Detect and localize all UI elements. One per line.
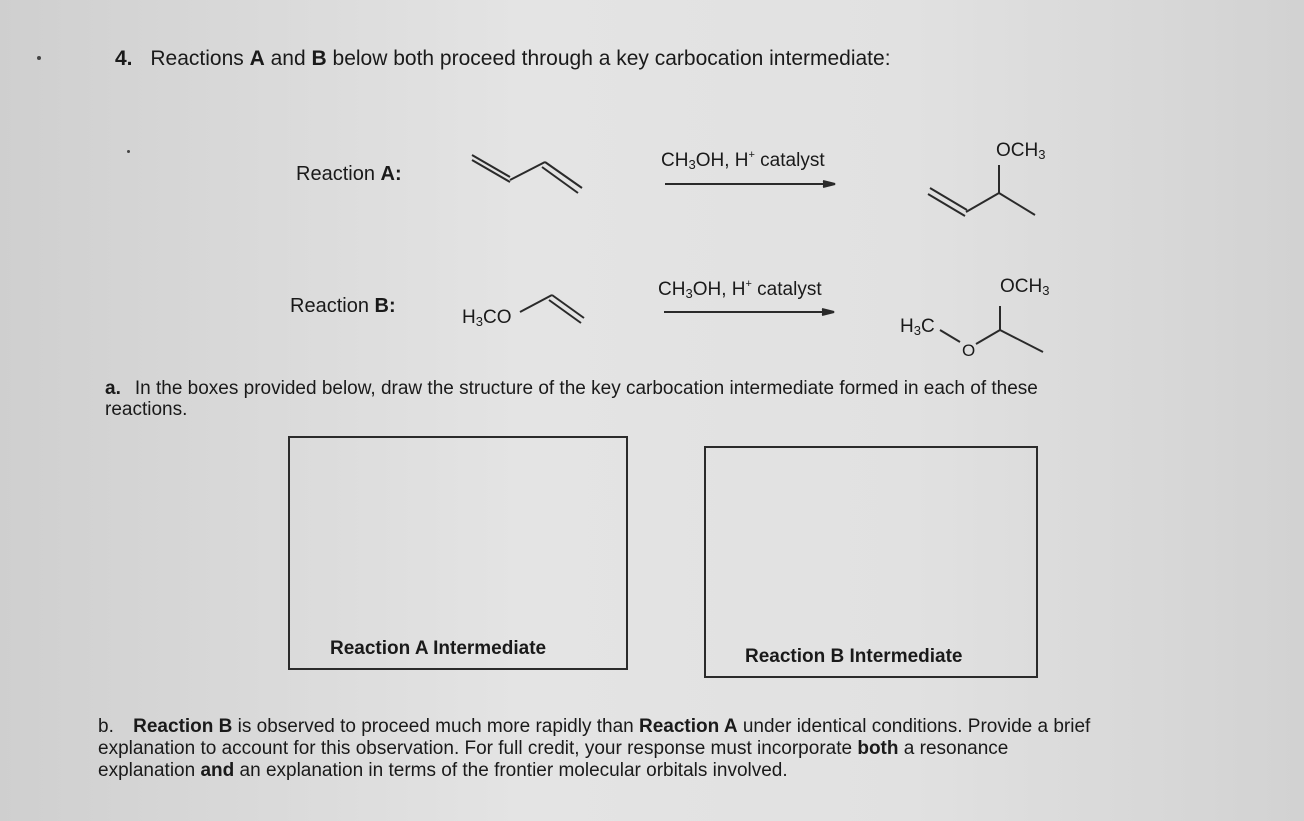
reaction-b-arrow [664, 306, 839, 320]
reaction-b-reagent: $CH_3OH$, H+ catalyst [658, 278, 822, 301]
reaction-a-product-structure [925, 160, 1045, 220]
reaction-a-intermediate-caption: Reaction A Intermediate [330, 638, 547, 659]
reaction-b-product-oxygen: O [962, 341, 976, 360]
reaction-b-product-methyl: $H_3C$ [900, 316, 935, 338]
question-title: 4. Reactions A and B below both proceed through a key carbocation intermediate: [115, 47, 891, 70]
part-b-instructions: b. Reaction B is observed to proceed much more rapidly than Reaction A under identical conditions. Provide a brief explanation to account for this observation. For full credit, your response must incorporate both a resonance explanation and an explanation in terms of the frontier molecular orbitals involved. [98, 716, 1091, 781]
reaction-a-label: Reaction A: [296, 163, 402, 185]
question-number: 4. [115, 47, 133, 70]
reaction-a-reagent: $CH_3OH$, H+ catalyst [661, 149, 825, 172]
reaction-b-reactant-structure [518, 290, 593, 330]
reaction-a-intermediate-box[interactable] [288, 436, 628, 670]
reaction-b-intermediate-box[interactable] [704, 446, 1038, 678]
margin-dot [127, 150, 130, 153]
part-a-instructions: a. In the boxes provided below, draw the structure of the key carbocation intermediate formed in each of these reactions. [105, 378, 1038, 420]
reaction-a-arrow [665, 178, 840, 192]
margin-dot [37, 56, 41, 60]
reaction-a-product-group: $OCH_3$ [996, 140, 1046, 162]
reaction-b-reactant-group: $H_3CO$ [462, 307, 512, 329]
reaction-b-product-structure [938, 300, 1053, 355]
reaction-b-label: Reaction B: [290, 295, 396, 317]
reaction-b-product-group: $OCH_3$ [1000, 276, 1050, 298]
reaction-a-reactant-structure [470, 150, 590, 200]
reaction-b-intermediate-caption: Reaction B Intermediate [745, 646, 963, 667]
